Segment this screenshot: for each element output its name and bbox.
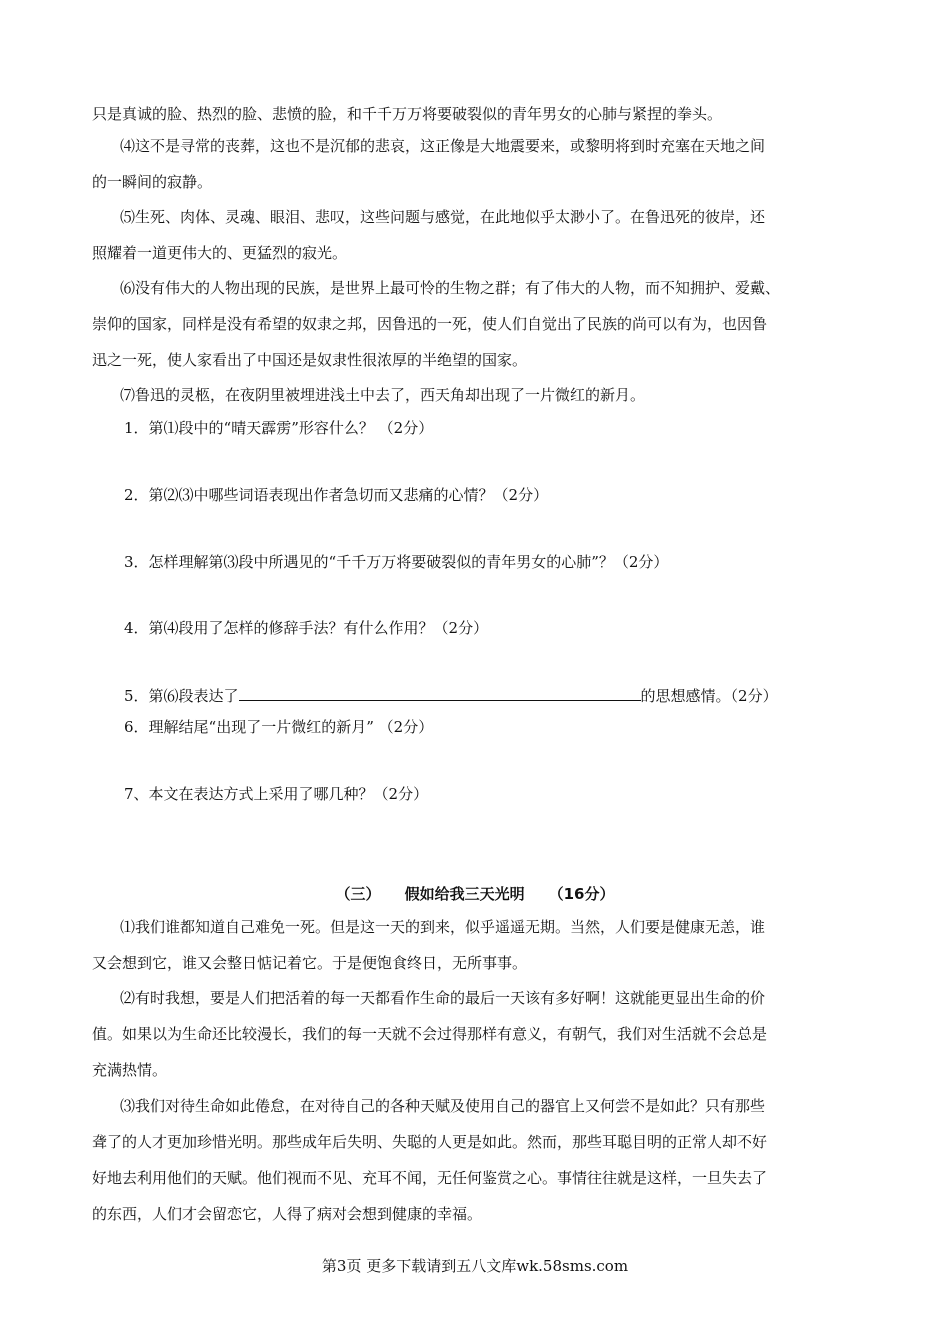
s3-paragraph-2-line-3: 充满热情。: [92, 1061, 168, 1079]
s3-paragraph-1-line-1: ⑴我们谁都知道自己难免一死。但是这一天的到来，似乎遥遥无期。当然，人们要是健康无恙，谁: [120, 918, 766, 936]
s3-paragraph-1-line-2: 又会想到它，谁又会整日惦记着它。于是便饱食终日，无所事事。: [92, 954, 528, 972]
section-name: 假如给我三天光明: [404, 885, 525, 903]
paragraph-6-line-2: 崇仰的国家，同样是没有希望的奴隶之邦，因鲁迅的一死，使人们自觉出了民族的尚可以有为，也因鲁: [92, 315, 768, 333]
paragraph-7: ⑺鲁迅的灵柩，在夜阴里被埋进浅土中去了，西天角却出现了一片微红的新月。: [120, 386, 646, 404]
section-score: （16分）: [548, 885, 615, 903]
paragraph-5-line-2: 照耀着一道更伟大的、更猛烈的寂光。: [92, 244, 348, 262]
s3-paragraph-3-line-2: 聋了的人才更加珍惜光明。那些成年后失明、失聪的人更是如此。然而，那些耳聪目明的正常人却不好: [92, 1133, 768, 1151]
question-5-suffix: 的思想感情。（2分）: [640, 687, 778, 705]
section-number: （三）: [335, 885, 381, 903]
question-5: [124, 684, 778, 706]
paragraph-4-line-2: 的一瞬间的寂静。: [92, 173, 213, 191]
s3-paragraph-3-line-1: ⑶我们对待生命如此倦怠，在对待自己的各种天赋及使用自己的器官上又何尝不是如此？只有那些: [120, 1097, 766, 1115]
answer-blank[interactable]: [239, 684, 641, 701]
s3-paragraph-2-line-2: 值。如果以为生命还比较漫长，我们的每一天就不会过得那样有意义，有朝气，我们对生活就不会总是: [92, 1025, 768, 1043]
paragraph-3-tail: 只是真诚的脸、热烈的脸、悲愤的脸，和千千万万将要破裂似的青年男女的心肺与紧捏的拳头。: [92, 105, 723, 123]
question-2: 2．第⑵⑶中哪些词语表现出作者急切而又悲痛的心情？（2分）: [124, 486, 549, 504]
question-3: 3．怎样理解第⑶段中所遇见的“千千万万将要破裂似的青年男女的心肺”？（2分）: [124, 553, 669, 571]
question-4: 4．第⑷段用了怎样的修辞手法？有什么作用？（2分）: [124, 619, 489, 637]
question-6: 6．理解结尾“出现了一片微红的新月” （2分）: [124, 718, 434, 736]
page-footer: 第3页 更多下载请到五八文库wk.58sms.com: [321, 1257, 629, 1275]
paragraph-4-line-1: ⑷这不是寻常的丧葬，这也不是沉郁的悲哀，这正像是大地震要来，或黎明将到时充塞在天地之间: [120, 137, 766, 155]
paragraph-5-line-1: ⑸生死、肉体、灵魂、眼泪、悲叹，这些问题与感觉，在此地似乎太渺小了。在鲁迅死的彼岸，还: [120, 208, 766, 226]
paragraph-6-line-3: 迅之一死，使人家看出了中国还是奴隶性很浓厚的半绝望的国家。: [92, 351, 528, 369]
question-1: 1．第⑴段中的“晴天霹雳”形容什么？ （2分）: [124, 419, 434, 437]
question-7: 7、本文在表达方式上采用了哪几种？（2分）: [124, 785, 429, 803]
question-5-prefix: 5．第⑹段表达了: [124, 687, 239, 705]
s3-paragraph-2-line-1: ⑵有时我想，要是人们把活着的每一天都看作生命的最后一天该有多好啊！这就能更显出生命的价: [120, 989, 766, 1007]
s3-paragraph-3-line-4: 的东西，人们才会留恋它，人得了病对会想到健康的幸福。: [92, 1205, 483, 1223]
section-3-title: [0, 883, 950, 904]
s3-paragraph-3-line-3: 好地去利用他们的天赋。他们视而不见、充耳不闻，无任何鉴赏之心。事情往往就是这样，一旦失去了: [92, 1169, 768, 1187]
paragraph-6-line-1: ⑹没有伟大的人物出现的民族，是世界上最可怜的生物之群；有了伟大的人物，而不知拥护、爱戴、: [120, 279, 781, 297]
